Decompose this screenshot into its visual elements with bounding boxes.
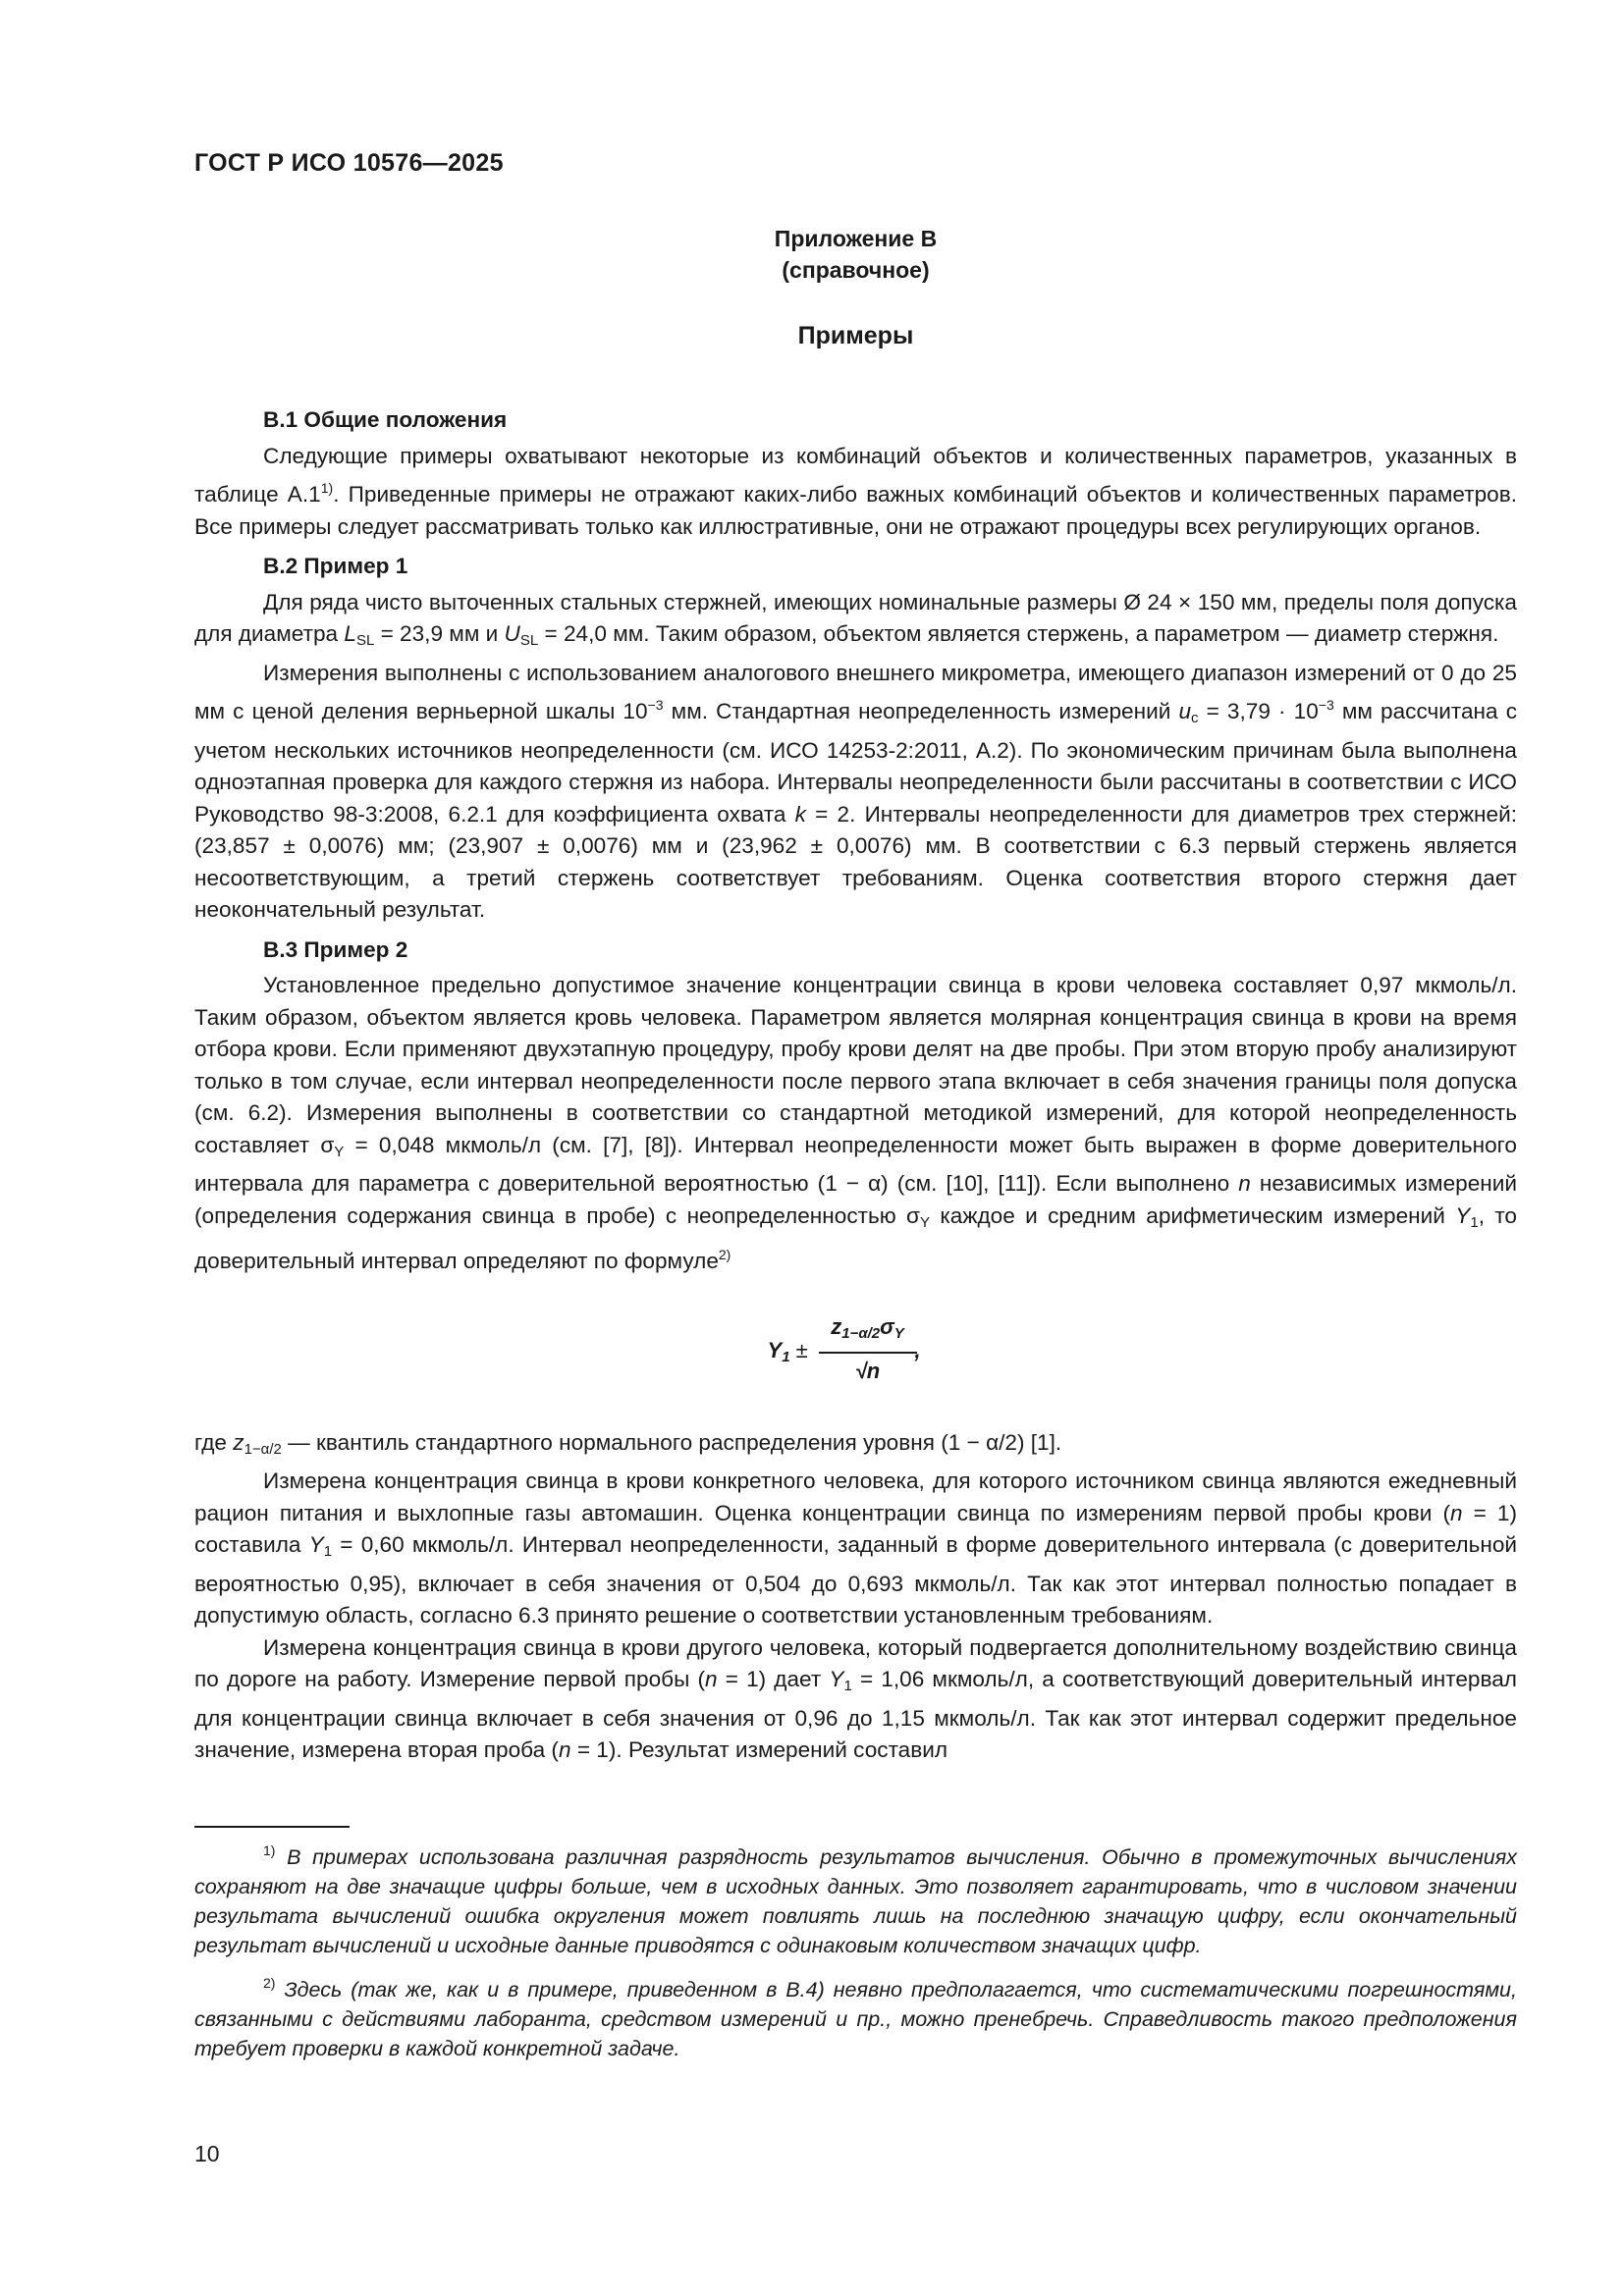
footnote-ref: 2) — [718, 1247, 731, 1262]
section-heading-b3: В.3 Пример 2 — [263, 936, 408, 962]
annex-title: Приложение В — [774, 226, 938, 251]
annex-heading: Примеры — [797, 322, 914, 349]
annex-type: (справочное) — [782, 257, 930, 283]
confidence-interval-formula: $Y_1$ ± $\frac{z_{1-\alpha/2}\sigma_Y}{√n}$ , — [194, 1311, 1517, 1390]
page-number: 10 — [194, 2141, 220, 2166]
document-body — [194, 397, 1517, 1767]
section-heading-b1: В.1 Общие положения — [263, 407, 508, 432]
paragraph: Измерена концентрация свинца в крови другого человека, который подвергается дополнительному воздействию свинца по дороге на работу. Измерение первой пробы (n = 1) дает $Y_1 = 1,06$ мкмоль/л, а соответствующий доверительный интервал для концентрации свинца включает в себя значения от 0,96 до 1,15 мкмоль/л. Так как этот интервал содержит предельное значение, измерена вторая проба (n = 1). Результат измерений составил — [194, 1634, 1517, 1762]
paragraph: Измерена концентрация свинца в крови конкретного человека, для которого источником свинца являются ежедневный рацион питания и выхлопные газы автомашин. Оценка концентрации свинца по измерениям первой пробы крови (n = 1) составила $Y_1 = 0,60$ мкмоль/л. Интервал неопределенности, заданный в форме доверительного интервала (с доверительной вероятностью 0,95), включает в себя значения от 0,504 до 0,693 мкмоль/л. Так как этот интервал полностью попадает в допустимую область, согласно 6.3 принято решение о соответствии установленным требованиям. — [194, 1468, 1517, 1628]
document-id: ГОСТ Р ИСО 10576—2025 — [194, 149, 504, 177]
footnotes — [194, 1836, 1517, 2071]
footnote-separator — [194, 1826, 350, 1828]
footnote-ref: 1) — [320, 480, 334, 496]
section-heading-b2: В.2 Пример 1 — [263, 554, 408, 578]
paragraph: где $z_{1-\alpha/2}$ — квантиль стандартного нормального распределения уровня (1 − α/2) [1]. — [194, 1429, 1062, 1458]
paragraph: Установленное предельно допустимое значение концентрации свинца в крови человека составляет 0,97 мкмоль/л. Таким образом, объектом является кровь человека. Параметром является молярная концентрация свинца в крови на время отбора крови. Если применяют двухэтапную процедуру, пробу крови делят на две пробы. При этом вторую пробу анализируют только в том случае, если интервал неопределенности после первого этапа включает в себя значения границы поля допуска (см. 6.2). Измерения выполнены в соответствии со стандартной методикой измерений, для которой неопределенность составляет $\sigma_Y = 0,048$ мкмоль/л (см. [7], [8]). Интервал неопределенности может быть выражен в форме доверительного интервала для параметра с доверительной вероятностью (1 − α) (см. [10], [11]). Если выполнено n независимых измерений (определения содержания свинца в пробе) с неопределенностью $\sigma_Y$ каждое и средним арифметическим измерений $Y_1$, то доверительный интервал определяют по формуле$^{2)}$ — [194, 973, 1517, 1273]
paragraph: Измерения выполнены с использованием аналогового внешнего микрометра, имеющего диапазон измерений от 0 до 25 мм с ценой деления верньерной шкалы $10^{-3}$ мм. Стандартная неопределенность измерений $u_c = 3,79 \cdot 10^{-3}$ мм рассчитана с учетом нескольких источников неопределенности (см. ИСО 14253-2:2011, А.2). По экономическим причинам была выполнена одноэтапная проверка для каждого стержня из набора. Интервалы неопределенности были рассчитаны в соответствии с ИСО Руководство 98-3:2008, 6.2.1 для коэффициента охвата k = 2. Интервалы неопределенности для диаметров трех стержней: (23,857 ± 0,0076) мм; (23,907 ± 0,0076) мм и (23,962 ± 0,0076) мм. В соответствии с 6.3 первый стержень является несоответствующим, а третий стержень соответствует требованиям. Оценка соответствия второго стержня дает неокончательный результат. — [194, 660, 1518, 922]
paragraph: Следующие примеры охватывают некоторые из комбинаций объектов и количественных параметров, указанных в таблице А.1$^{1)}$. Приведенные примеры не отражают каких-либо важных комбинаций объектов и количественных параметров. Все примеры следует рассматривать только как иллюстративные, они не отражают процедуры всех регулирующих органов. — [194, 443, 1517, 539]
footnote: $^{2)}$ Здесь (так же, как и в примере, приведенном в В.4) неявно предполагается, что систематическими погрешностями, связанными с действиями лаборанта, средством измерений и пр., можно пренебречь. Справедливость такого предположения требует проверки в каждой конкретной задаче. — [194, 1975, 1517, 2060]
paragraph: Для ряда чисто выточенных стальных стержней, имеющих номинальные размеры Ø 24 × 150 мм, пределы поля допуска для диаметра $L_{SL} = 23,9$ мм и $U_{SL} = 24,0$ мм. Таким образом, объектом является стержень, а параметром — диаметр стержня. — [194, 589, 1517, 649]
footnote: $^{1)}$ В примерах использована различная разрядность результатов вычисления. Обычно в промежуточных вычислениях сохраняют на две значащие цифры больше, чем в исходных данных. Это позволяет гарантировать, что в числовом значении результата вычислений ошибка округления может повлиять лишь на последнюю значащую цифру, если окончательный результат вычислений и исходные данные приводятся с одинаковым количеством значащих цифр. — [194, 1842, 1517, 1957]
